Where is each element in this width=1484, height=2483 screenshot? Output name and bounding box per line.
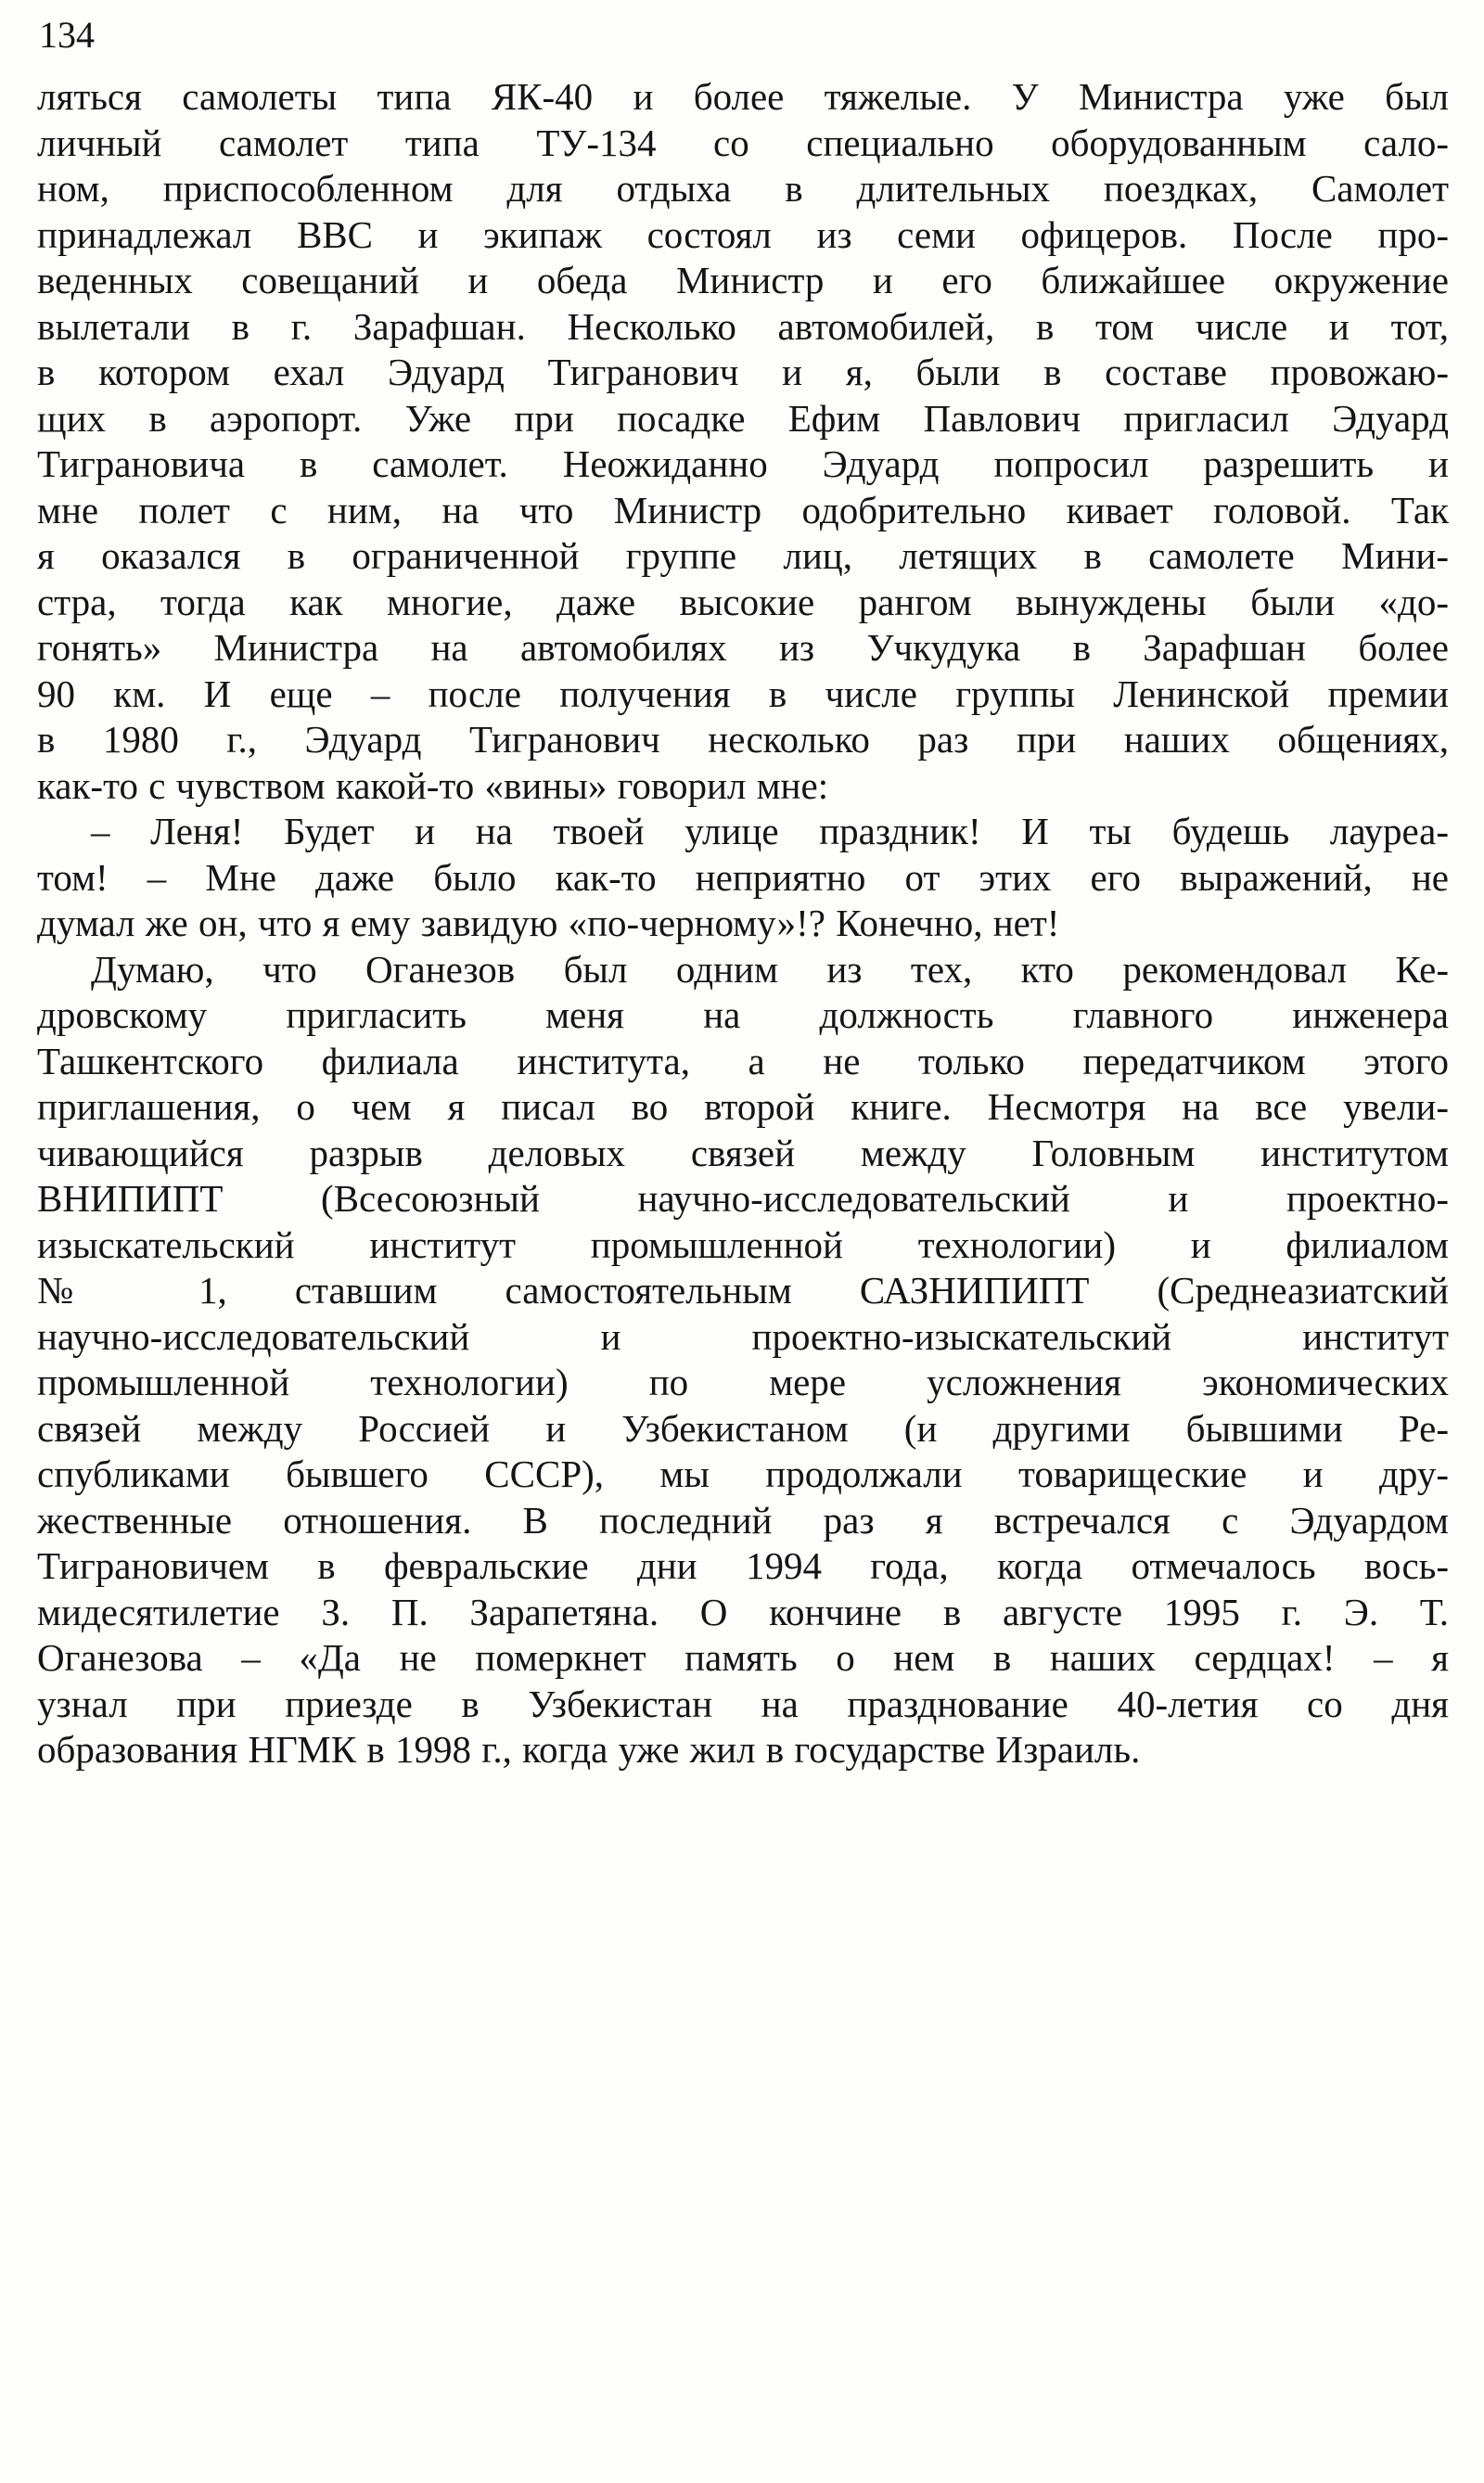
text-line: спубликами бывшего СССР), мы продолжали товарищеские и дру- xyxy=(37,1453,1449,1495)
text-line: приглашения, о чем я писал во второй книге. Несмотря на все увели- xyxy=(37,1085,1449,1128)
text-line: как-то с чувством какой-то «вины» говорил мне: xyxy=(37,763,829,807)
text-line: Тиграновичем в февральские дни 1994 года, когда отмечалось вось- xyxy=(37,1544,1449,1587)
text-line: чивающийся разрыв деловых связей между Головным институтом xyxy=(37,1131,1449,1174)
text-line: мидесятилетие З. П. Зарапетяна. О кончине в августе 1995 г. Э. Т. xyxy=(37,1590,1449,1633)
text-line: гонять» Министра на автомобилях из Учкудука в Зарафшан более xyxy=(37,626,1449,669)
text-block xyxy=(37,74,1449,1773)
text-line: ном, приспособленном для отдыха в длительных поездках, Самолет xyxy=(37,167,1449,210)
text-line: вылетали в г. Зарафшан. Несколько автомобилей, в том числе и тот, xyxy=(37,304,1449,348)
text-line: думал же он, что я ему завидую «по-черному»!? Конечно, нет! xyxy=(37,902,1060,944)
text-line: веденных совещаний и обеда Министр и его ближайшее окружение xyxy=(37,259,1449,301)
text-line: в 1980 г., Эдуард Тигранович несколько раз при наших общениях, xyxy=(37,718,1449,761)
text-line: 90 км. И еще – после получения в числе группы Ленинской премии xyxy=(37,672,1449,715)
text-line: щих в аэропорт. Уже при посадке Ефим Павлович пригласил Эдуард xyxy=(37,396,1449,440)
text-line: Оганезова – «Да не померкнет память о нем в наших сердцах! – я xyxy=(37,1636,1449,1679)
text-line: изыскательский институт промышленной технологии) и филиалом xyxy=(37,1222,1449,1266)
text-line: жественные отношения. В последний раз я встречался с Эдуардом xyxy=(37,1498,1449,1542)
text-line: принадлежал ВВС и экипаж состоял из семи офицеров. После про- xyxy=(37,212,1449,256)
page-number: 134 xyxy=(39,14,95,56)
text-line: № 1, ставшим самостоятельным САЗНИПИПТ (Среднеазиатский xyxy=(37,1269,1449,1312)
text-line: мне полет с ним, на что Министр одобрительно кивает головой. Так xyxy=(37,488,1449,531)
text-line: личный самолет типа ТУ-134 со специально оборудованным сало- xyxy=(37,121,1449,164)
text-line: стра, тогда как многие, даже высокие рангом вынуждены были «до- xyxy=(37,580,1449,623)
text-line: Ташкентского филиала института, а не только передатчиком этого xyxy=(37,1039,1449,1082)
text-line: я оказался в ограниченной группе лиц, летящих в самолете Мини- xyxy=(37,534,1449,577)
text-line: промышленной технологии) по мере усложнения экономических xyxy=(37,1361,1449,1403)
text-line: Тиграновича в самолет. Неожиданно Эдуард попросил разрешить и xyxy=(37,442,1449,485)
text-line: Думаю, что Оганезов был одним из тех, кто рекомендовал Ке- xyxy=(91,947,1449,991)
text-line: дровскому пригласить меня на должность главного инженера xyxy=(37,993,1449,1036)
text-line: том! – Мне даже было как-то неприятно от этих его выражений, не xyxy=(37,855,1449,899)
text-line: в котором ехал Эдуард Тигранович и я, были в составе провожаю- xyxy=(37,351,1449,393)
text-line: научно-исследовательский и проектно-изыскательский институт xyxy=(37,1314,1449,1358)
text-line: ВНИПИПТ (Всесоюзный научно-исследовательский и проектно- xyxy=(37,1177,1449,1220)
text-line: связей между Россией и Узбекистаном (и другими бывшими Ре- xyxy=(37,1406,1449,1450)
text-line: ляться самолеты типа ЯК-40 и более тяжелые. У Министра уже был xyxy=(37,75,1449,118)
text-line: образования НГМК в 1998 г., когда уже жил в государстве Израиль. xyxy=(37,1728,1141,1771)
text-line: – Леня! Будет и на твоей улице праздник! И ты будешь лауреа- xyxy=(91,810,1449,852)
text-line: узнал при приезде в Узбекистан на празднование 40-летия со дня xyxy=(37,1682,1449,1725)
